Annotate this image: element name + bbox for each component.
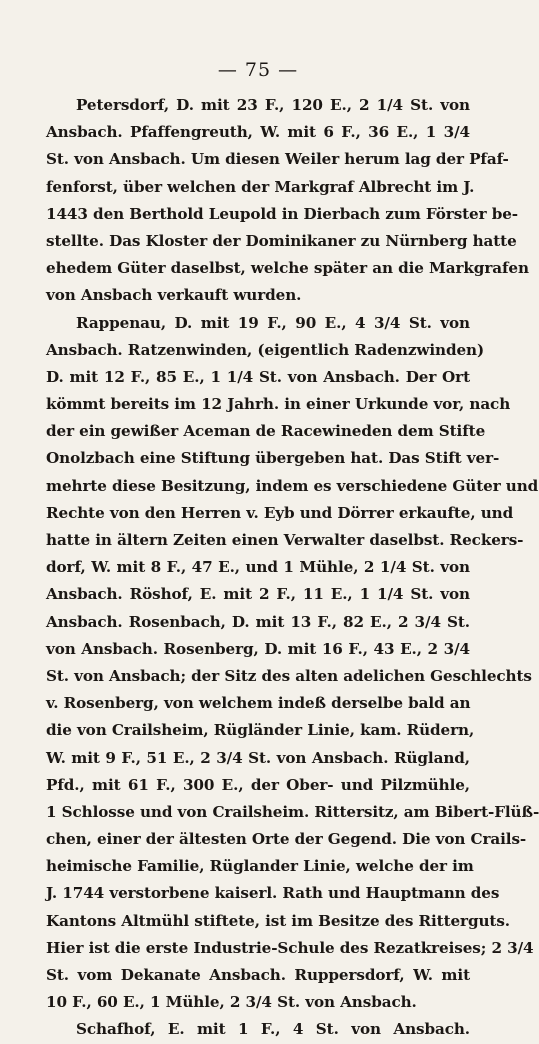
text-line: Hier ist die erste Industrie-Schule des Rezatkreises; 2 3/4 (46, 938, 534, 957)
text-line: kömmt bereits im 12 Jahrh. in einer Urkunde vor, nach (46, 395, 511, 414)
text-line: Ansbach. Rosenbach, D. mit 13 F., 82 E., 2 3/4 St. (46, 612, 470, 631)
text-line: Ansbach. Pfaffengreuth, W. mit 6 F., 36 E., 1 3/4 (46, 123, 470, 142)
text-line: Petersdorf, D. mit 23 F., 120 E., 2 1/4 St. von (76, 96, 470, 114)
text-line: St. von Ansbach; der Sitz des alten adelichen Geschlechts (46, 666, 532, 685)
text-line: Onolzbach eine Stiftung übergeben hat. Das Stift ver- (46, 449, 500, 468)
text-line: Ansbach. Röshof, E. mit 2 F., 11 E., 1 1/4 St. von (46, 585, 470, 604)
text-line: Rechte von den Herren v. Eyb und Dörrer erkaufte, und (46, 503, 514, 522)
text-line: chen, einer der ältesten Orte der Gegend. Die von Crails- (46, 830, 527, 849)
text-line: stellte. Das Kloster der Dominikaner zu Nürnberg hatte (46, 231, 517, 250)
text-line: von Ansbach. Rosenberg, D. mit 16 F., 43 E., 2 3/4 (46, 639, 470, 658)
text-line: W. mit 9 F., 51 E., 2 3/4 St. von Ansbach. Rügland, (46, 748, 470, 767)
text-line: der ein gewißer Aceman de Racewineden dem Stifte (46, 422, 486, 441)
text-line: Schafhof, E. mit 1 F., 4 St. von Ansbach. (76, 1020, 470, 1039)
text-line: dorf, W. mit 8 F., 47 E., und 1 Mühle, 2 1/4 St. von (46, 558, 470, 577)
page-number: — 75 — (217, 59, 299, 81)
text-line: J. 1744 verstorbene kaiserl. Rath und Hauptmann des (46, 884, 500, 903)
text-line: St. vom Dekanate Ansbach. Ruppersdorf, W. mit (46, 966, 470, 984)
text-line: heimische Familie, Rüglander Linie, welche der im (46, 857, 474, 876)
text-line: ehedem Güter daselbst, welche später an die Markgrafen (46, 259, 529, 278)
text-line: Rappenau, D. mit 19 F., 90 E., 4 3/4 St. von (76, 313, 470, 332)
text-line: 10 F., 60 E., 1 Mühle, 2 3/4 St. von Ansbach. (46, 993, 417, 1012)
text-line: D. mit 12 F., 85 E., 1 1/4 St. von Ansbach. Der Ort (46, 367, 470, 386)
text-line: 1443 den Berthold Leupold in Dierbach zum Förster be- (46, 204, 518, 223)
text-line: mehrte diese Besitzung, indem es verschiedene Güter und (46, 476, 539, 495)
text-line: hatte in ältern Zeiten einen Verwalter daselbst. Reckers- (46, 531, 524, 549)
text-line: fenforst, über welchen der Markgraf Albrecht im J. (46, 177, 475, 196)
text-line: von Ansbach verkauft wurden. (46, 286, 302, 305)
text-line: die von Crailsheim, Rügländer Linie, kam. Rüdern, (46, 721, 475, 740)
text-line: Ansbach. Ratzenwinden, (eigentlich Radenzwinden) (46, 340, 485, 359)
text-line: St. von Ansbach. Um diesen Weiler herum lag der Pfaf- (46, 150, 509, 169)
text-line: 1 Schlosse und von Crailsheim. Rittersitz, am Bibert-Flüß- (46, 802, 539, 821)
text-line: Kantons Altmühl stiftete, ist im Besitze des Ritterguts. (46, 911, 510, 930)
text-line: Pfd., mit 61 F., 300 E., der Ober- und Pilzmühle, (46, 775, 470, 794)
text-line: v. Rosenberg, von welchem indeß derselbe bald an (46, 694, 471, 713)
